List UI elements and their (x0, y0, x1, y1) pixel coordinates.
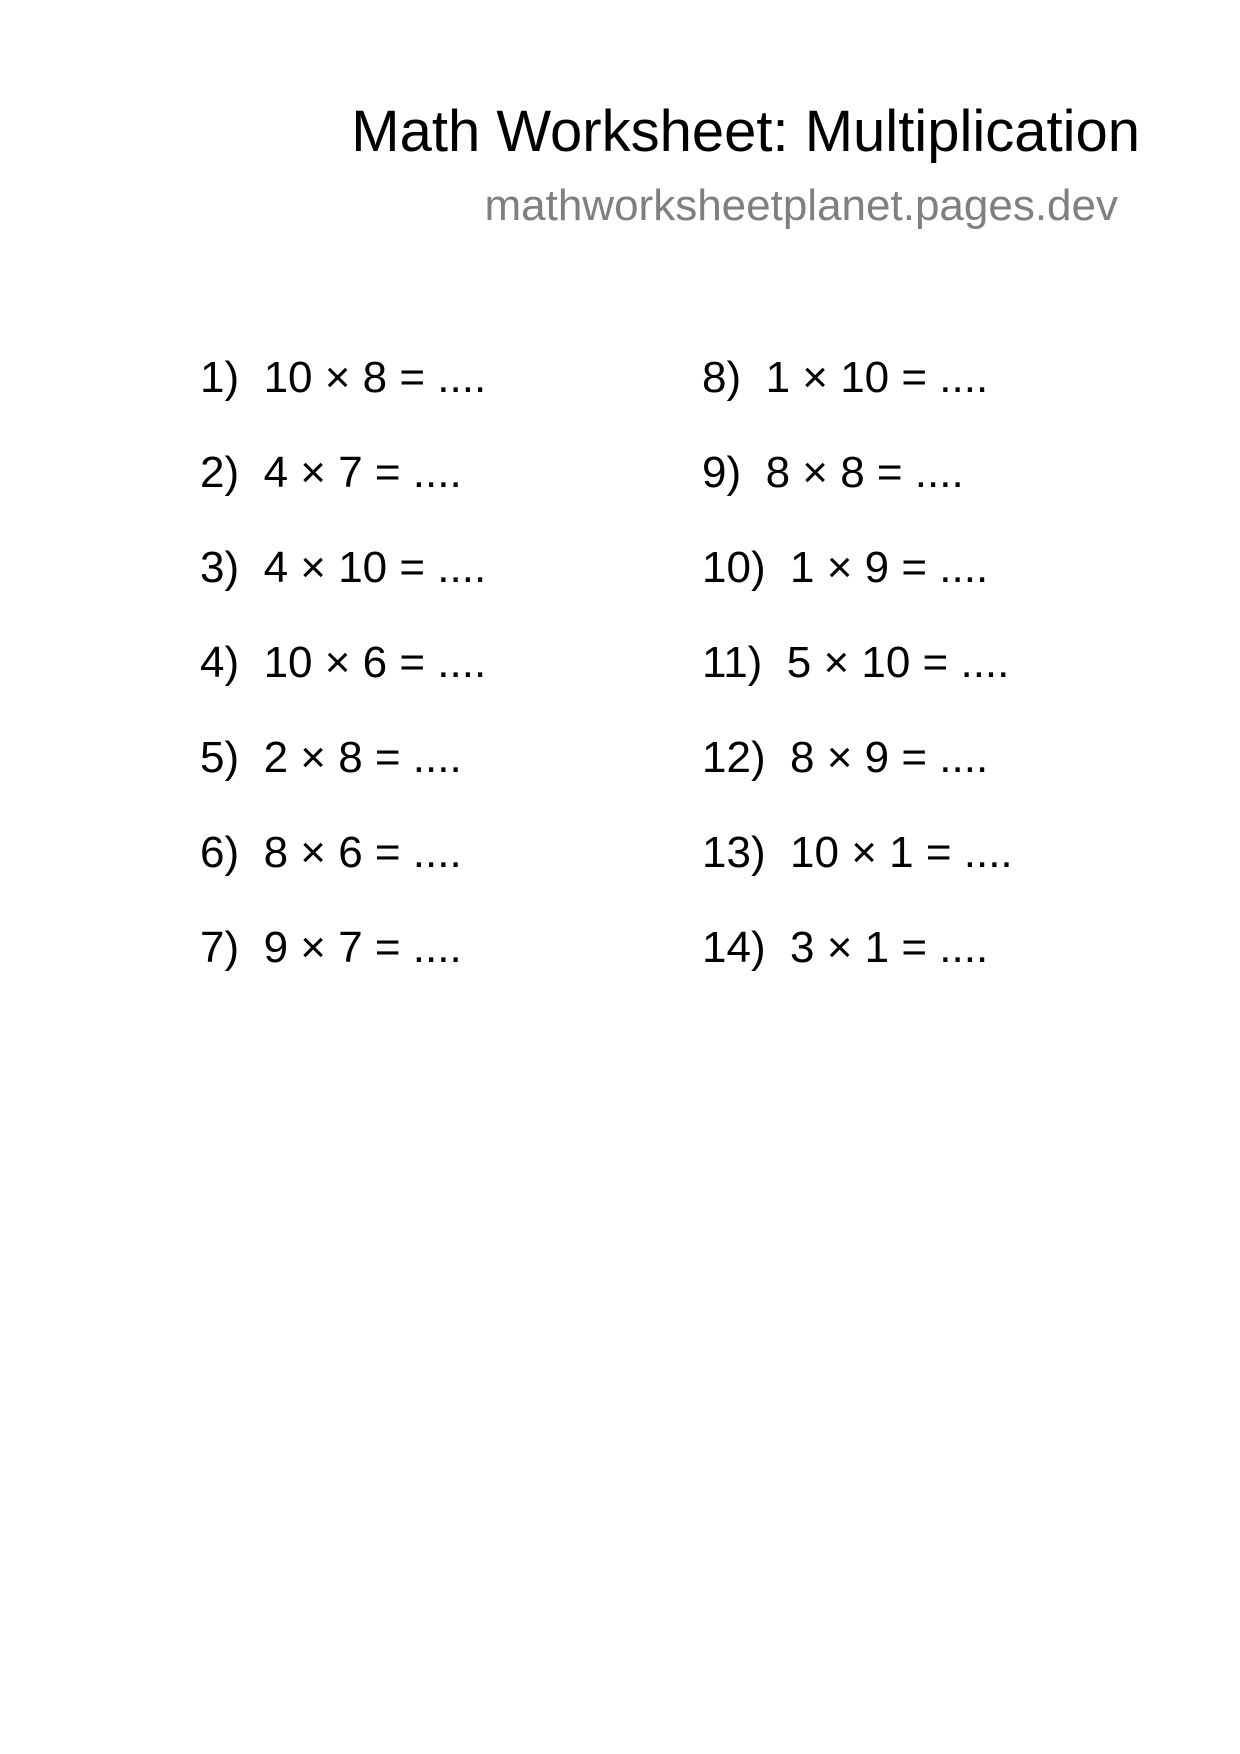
page-title: Math Worksheet: Multiplication (351, 99, 1140, 164)
site-url: mathworksheetplanet.pages.dev (484, 181, 1118, 230)
problem-item: 6) 8 × 6 = .... (200, 828, 462, 877)
problem-item: 13) 10 × 1 = .... (702, 828, 1013, 877)
problem-item: 1) 10 × 8 = .... (200, 353, 487, 402)
problem-item: 3) 4 × 10 = .... (200, 543, 487, 592)
problem-item: 4) 10 × 6 = .... (200, 638, 487, 687)
problem-item: 11) 5 × 10 = .... (702, 638, 1010, 687)
problem-item: 10) 1 × 9 = .... (702, 543, 989, 592)
problems-right-column (702, 346, 1222, 1011)
problem-item: 12) 8 × 9 = .... (702, 733, 989, 782)
problem-item: 2) 4 × 7 = .... (200, 448, 462, 497)
problem-item: 14) 3 × 1 = .... (702, 923, 989, 972)
problems-left-column (200, 346, 720, 1011)
problem-item: 5) 2 × 8 = .... (200, 733, 462, 782)
problem-item: 9) 8 × 8 = .... (702, 448, 964, 497)
problem-item: 8) 1 × 10 = .... (702, 353, 989, 402)
problem-item: 7) 9 × 7 = .... (200, 923, 462, 972)
